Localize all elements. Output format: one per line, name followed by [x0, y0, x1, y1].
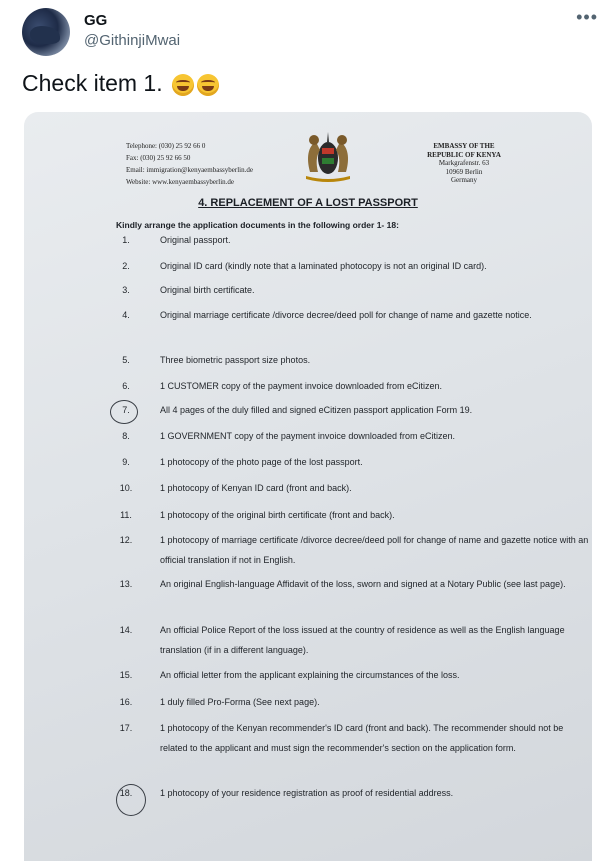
embassy-line-2: REPUBLIC OF KENYA: [427, 150, 501, 159]
tweet-header: [22, 8, 602, 58]
item-text: 1 photocopy of Kenyan ID card (front and back).: [160, 483, 352, 493]
item-number: 13.: [119, 579, 133, 589]
item-number: 15.: [119, 670, 133, 680]
item-number: 12.: [119, 535, 133, 545]
item-number: 18.: [119, 788, 133, 798]
item-text: Original ID card (kindly note that a laminated photocopy is not an original ID card).: [160, 261, 487, 271]
display-name[interactable]: GG: [84, 12, 108, 29]
email-line: Email: immigration@kenyaembassyberlin.de: [126, 166, 253, 174]
item-text: All 4 pages of the duly filled and signed eCitizen passport application Form 19.: [160, 405, 473, 415]
item-text: 1 photocopy of your residence registration as proof of residential address.: [160, 788, 454, 798]
embassy-line-4: 10969 Berlin: [445, 167, 483, 176]
tweet-text: [22, 70, 219, 97]
embassy-line-3: Markgrafenstr. 63: [438, 159, 490, 167]
item-number: 17.: [119, 723, 133, 733]
embassy-line-5: Germany: [450, 176, 478, 184]
telephone-line: Telephone: (030) 25 92 66 0: [126, 142, 206, 150]
item-text: An official letter from the applicant explaining the circumstances of the loss.: [160, 670, 460, 680]
handwritten-circle-item-7: [110, 400, 138, 424]
item-text: 1 duly filled Pro-Forma (See next page).: [160, 697, 320, 707]
item-text: 1 photocopy of the Kenyan recommender's ID card (front and back). The recommender should not be related to the applicant and must sign the recommender's section on the application form.: [160, 723, 564, 753]
document-intro: Kindly arrange the application documents in the following order 1- 18:: [116, 220, 399, 230]
fax-line: Fax: (030) 25 92 66 50: [126, 154, 191, 162]
more-options-icon[interactable]: •••: [576, 7, 598, 27]
handwritten-circle-item-18: [116, 784, 146, 816]
item-number: 14.: [119, 625, 133, 635]
rofl-emoji-icon: [197, 74, 219, 96]
item-number: 9.: [122, 457, 130, 467]
tweet-photo[interactable]: [24, 112, 592, 861]
item-number: 5.: [122, 355, 130, 365]
item-number: 4.: [122, 310, 130, 320]
item-text: 1 photocopy of the original birth certificate (front and back).: [160, 510, 395, 520]
item-text: 1 CUSTOMER copy of the payment invoice downloaded from eCitizen.: [160, 381, 442, 391]
tweet-text-content: Check item 1.: [22, 70, 163, 96]
item-text: 1 GOVERNMENT copy of the payment invoice downloaded from eCitizen.: [160, 431, 455, 441]
item-number: 6.: [122, 381, 130, 391]
item-number: 10.: [119, 483, 133, 493]
item-number: 7.: [122, 405, 130, 415]
document-page: [24, 112, 592, 861]
embassy-line-1: EMBASSY OF THE: [433, 142, 495, 150]
item-text: An official Police Report of the loss issued at the country of residence as well as the English language translation (if in a different language).: [160, 625, 565, 655]
rofl-emoji-icon: [172, 74, 194, 96]
item-text: Original birth certificate.: [160, 285, 255, 295]
contact-block: [126, 140, 253, 188]
website-line: Website: www.kenyaembassyberlin.de: [126, 178, 235, 186]
item-number: 8.: [122, 431, 130, 441]
item-number: 2.: [122, 261, 130, 271]
item-text: 1 photocopy of the photo page of the lost passport.: [160, 457, 363, 467]
avatar[interactable]: [22, 8, 70, 56]
item-number: 11.: [120, 510, 132, 520]
item-number: 3.: [122, 285, 130, 295]
item-text: Original passport.: [160, 235, 231, 245]
document-title: 4. REPLACEMENT OF A LOST PASSPORT: [198, 197, 418, 209]
item-text: 1 photocopy of marriage certificate /divorce decree/deed poll for change of name and gazette notice with an official translation if not in English.: [160, 535, 589, 565]
kenya-coat-of-arms-icon: [298, 128, 358, 182]
item-text: An original English-language Affidavit of the loss, sworn and signed at a Notary Public (see last page).: [160, 579, 566, 589]
item-text: Three biometric passport size photos.: [160, 355, 311, 365]
item-number: 16.: [119, 697, 133, 707]
user-handle[interactable]: @GithinjiMwai: [84, 32, 181, 49]
item-number: 1.: [122, 235, 130, 245]
item-text: Original marriage certificate /divorce decree/deed poll for change of name and gazette notice.: [160, 310, 532, 320]
embassy-address: [404, 142, 524, 185]
